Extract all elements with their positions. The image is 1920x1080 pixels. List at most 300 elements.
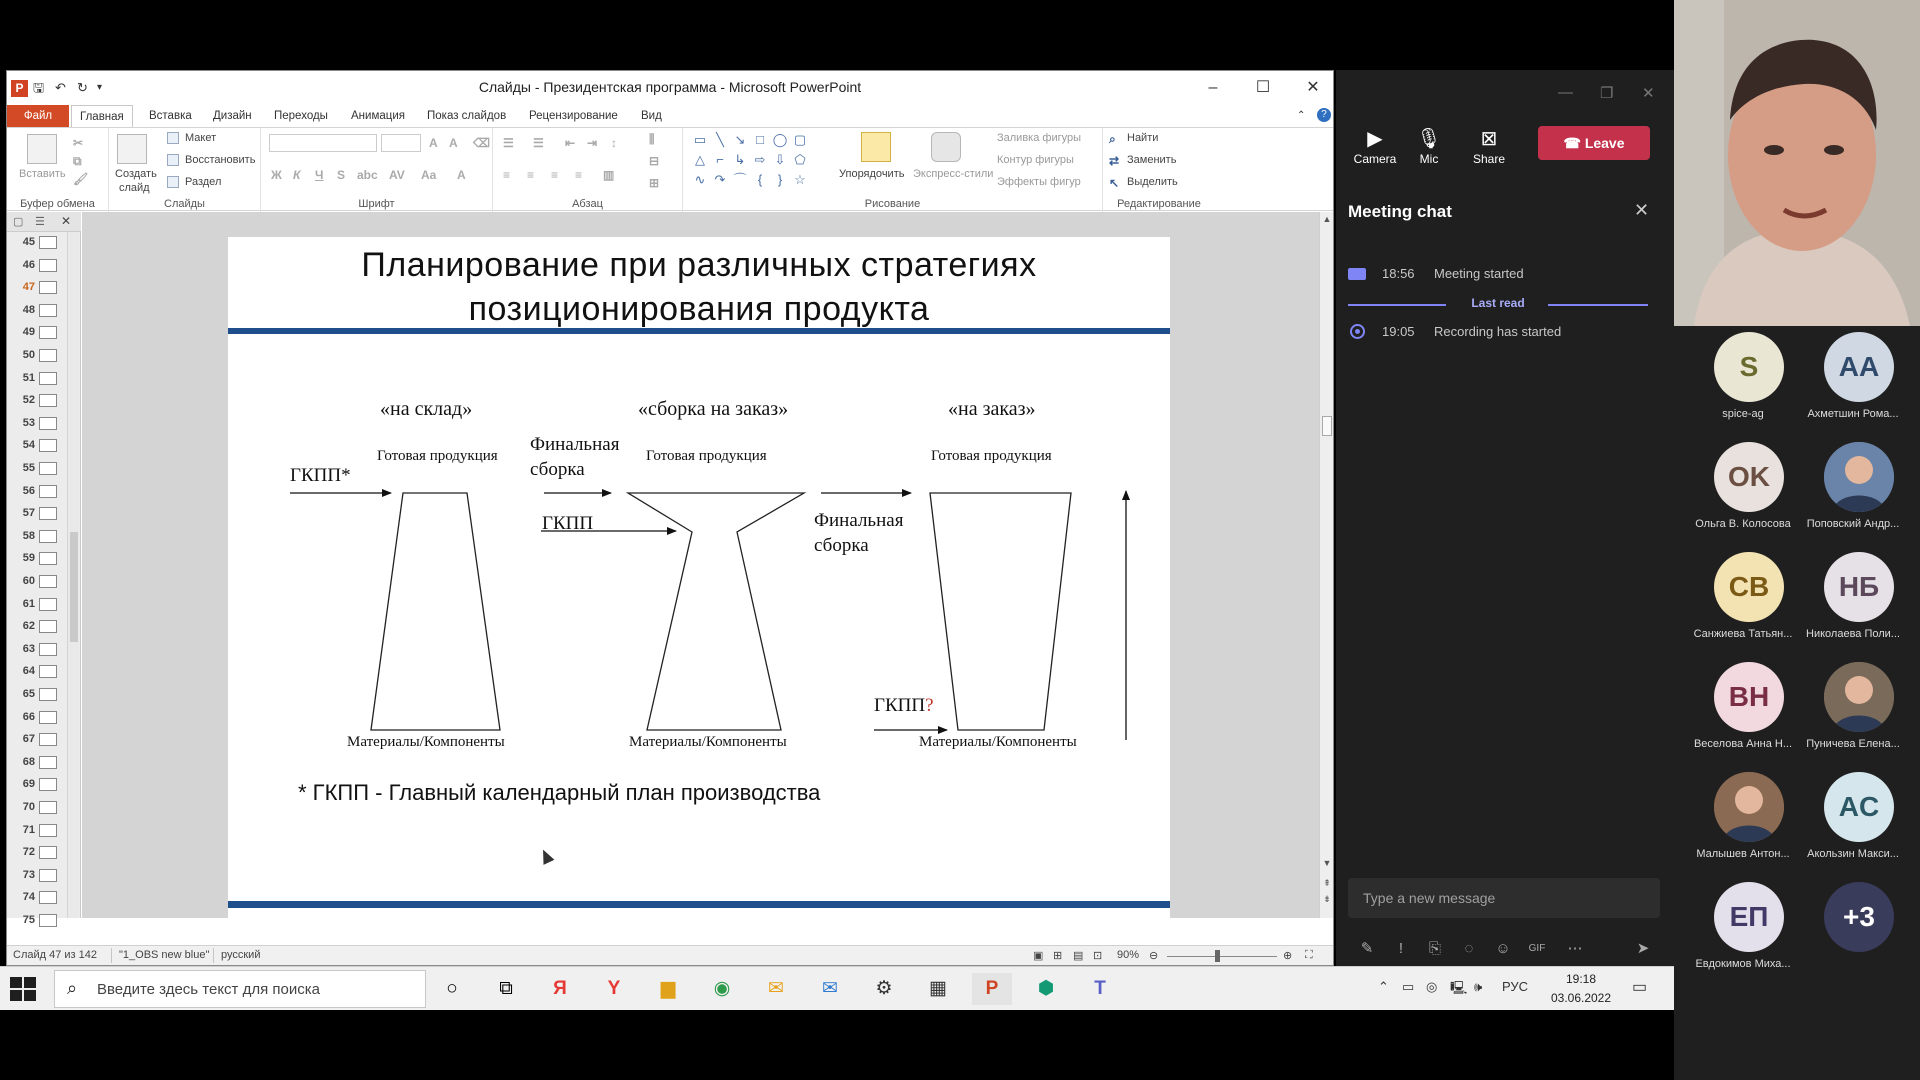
- spacing-icon[interactable]: AV: [389, 168, 405, 182]
- participant-avatar: ЕП: [1714, 882, 1784, 952]
- slide-thumbnail-image: [39, 304, 57, 317]
- slide-thumbnail[interactable]: [7, 481, 67, 504]
- slide-thumbnail[interactable]: [7, 820, 67, 843]
- teams-meeting-panel: [1336, 70, 1674, 1010]
- notifications-icon[interactable]: ▭: [1632, 979, 1648, 996]
- slide-thumbnail[interactable]: [7, 729, 67, 752]
- new-slide-button[interactable]: Создать: [115, 168, 157, 180]
- slide-thumbnail-image: [39, 372, 57, 385]
- slide-thumbnail[interactable]: [7, 910, 67, 933]
- participant-tile[interactable]: [1798, 326, 1908, 436]
- webcam-icon[interactable]: ◎: [1426, 979, 1438, 994]
- slideshow-view-icon[interactable]: ⊡: [1093, 950, 1103, 962]
- slide-thumbnail-image: [39, 824, 57, 837]
- clear-format-icon[interactable]: ⌫: [473, 136, 490, 150]
- rectangle-shape-icon[interactable]: □: [756, 132, 764, 147]
- slide-thumbnail-image: [39, 439, 57, 452]
- slide-thumbnail[interactable]: [7, 277, 67, 300]
- slide-number: 67: [22, 733, 35, 746]
- participant-name: Поповский Андр...: [1806, 518, 1900, 530]
- slide-number: 46: [22, 258, 35, 271]
- slide-thumbnail[interactable]: [7, 322, 67, 345]
- outline-tab-icon[interactable]: ☰: [35, 216, 45, 228]
- reset-button[interactable]: Восстановить: [185, 154, 256, 166]
- participant-name: Пуничева Елена...: [1806, 738, 1900, 750]
- prev-slide-icon[interactable]: ⇞: [1323, 878, 1331, 888]
- materials-label-1: Материалы/Компоненты: [347, 734, 505, 750]
- slide-number: 75: [22, 914, 35, 926]
- group-editing: [1103, 128, 1215, 212]
- slide-number: 52: [22, 394, 35, 407]
- final-assembly-label-1a: Финальная: [530, 434, 620, 455]
- columns-icon[interactable]: ▥: [603, 168, 615, 182]
- maximize-button[interactable]: ☐: [1255, 79, 1271, 96]
- slide-thumbnail-image: [39, 733, 57, 746]
- slide-number: 70: [22, 801, 35, 813]
- group-font: [261, 128, 493, 212]
- camera-button[interactable]: [1350, 126, 1400, 166]
- slide-thumbnail[interactable]: [7, 639, 67, 662]
- slide-thumbnail-image: [39, 575, 57, 588]
- slide-thumbnail[interactable]: [7, 842, 67, 865]
- slide-thumbnail[interactable]: [7, 865, 67, 888]
- slide-thumbnails-pane[interactable]: [7, 212, 81, 926]
- participant-tile[interactable]: [1688, 656, 1798, 766]
- zoom-slider-thumb[interactable]: [1215, 950, 1220, 962]
- slide-number: 61: [22, 597, 35, 610]
- teams-close-icon[interactable]: ✕: [1642, 85, 1655, 102]
- case-icon[interactable]: Aa: [421, 168, 437, 182]
- numbering-icon[interactable]: ☰: [533, 136, 544, 150]
- close-pane-icon[interactable]: ✕: [61, 214, 72, 228]
- shrink-font-icon[interactable]: A: [449, 136, 458, 150]
- curved-arrow-shape-icon[interactable]: ↷: [714, 172, 726, 187]
- taskbar-search-input[interactable]: [55, 971, 425, 1007]
- gif-icon[interactable]: GIF: [1528, 943, 1546, 954]
- participants-grid: [1674, 326, 1920, 1080]
- taskbar-search-box[interactable]: [54, 970, 426, 1008]
- reset-icon: [167, 154, 179, 166]
- participant-name: Малышев Антон...: [1696, 848, 1790, 860]
- arrow-line-shape-icon[interactable]: ↘: [734, 132, 746, 147]
- new-slide-button-line2[interactable]: слайд: [119, 182, 150, 194]
- chat-event-text: Meeting started: [1434, 266, 1524, 281]
- smartart-icon[interactable]: ⊞: [649, 176, 660, 190]
- normal-view-icon[interactable]: ▣: [1033, 950, 1044, 962]
- arc-shape-icon[interactable]: ⌒: [733, 172, 747, 187]
- underline-icon[interactable]: Ч: [315, 168, 324, 182]
- next-slide-icon[interactable]: ⇟: [1323, 894, 1331, 904]
- fit-slide-icon[interactable]: ⛶: [1305, 949, 1313, 961]
- replace-button[interactable]: Заменить: [1127, 154, 1177, 166]
- share-label: Share: [1472, 152, 1506, 166]
- chat-event-time: 19:05: [1382, 324, 1415, 339]
- file-explorer-icon[interactable]: ▆: [660, 978, 676, 999]
- slide-number: 68: [22, 755, 35, 768]
- group-clipboard: [7, 128, 109, 212]
- final-assembly-label-1b: сборка: [530, 459, 585, 480]
- participant-tile[interactable]: [1798, 546, 1908, 656]
- theme-name: "1_OBS new blue": [119, 949, 210, 961]
- elbow-shape-icon[interactable]: ⌐: [716, 152, 724, 167]
- scrollbar-thumb[interactable]: [1322, 416, 1332, 436]
- participant-name: Ахметшин Рома...: [1807, 408, 1899, 420]
- format-painter-icon[interactable]: 🖌: [73, 172, 89, 186]
- window-title: Слайды - Президентская программа - Microsoft PowerPoint: [478, 79, 862, 95]
- minimize-ribbon-icon[interactable]: ⌃: [1297, 110, 1306, 121]
- chat-title: Meeting chat: [1348, 202, 1452, 221]
- tab-transitions[interactable]: Переходы: [274, 110, 328, 122]
- bold-icon[interactable]: Ж: [271, 168, 282, 182]
- slide-thumbnail[interactable]: [7, 255, 67, 278]
- powerpoint-app-icon[interactable]: P: [11, 80, 28, 97]
- phone-hangup-icon: ☎: [1563, 135, 1585, 151]
- slide-thumbnail-image: [39, 665, 57, 678]
- slide-thumbnail[interactable]: [7, 232, 67, 255]
- leave-button[interactable]: [1538, 126, 1650, 160]
- down-arrow-shape-icon[interactable]: ⇩: [774, 152, 786, 167]
- tab-home[interactable]: Главная: [71, 105, 133, 128]
- participant-tile[interactable]: [1688, 546, 1798, 656]
- format-icon[interactable]: ✎: [1360, 940, 1374, 957]
- yandex-browser-icon[interactable]: Я: [553, 978, 567, 999]
- participant-name: Евдокимов Миха...: [1695, 958, 1791, 970]
- participant-photo-avatar: [1824, 442, 1894, 512]
- sorter-view-icon[interactable]: ⊞: [1053, 950, 1063, 962]
- elbow-arrow-shape-icon[interactable]: ↳: [734, 152, 746, 167]
- slide-thumbnail[interactable]: [7, 435, 67, 458]
- slide-thumbnail-image: [39, 281, 57, 294]
- right-brace-shape-icon[interactable]: }: [777, 172, 783, 187]
- right-arrow-shape-icon[interactable]: ⇨: [754, 152, 766, 167]
- slide-thumbnail[interactable]: [7, 797, 67, 820]
- participant-avatar: +3: [1824, 882, 1894, 952]
- chat-compose-box[interactable]: [1348, 878, 1660, 918]
- finished-goods-label-2: Готовая продукция: [646, 448, 767, 464]
- slide-number: 54: [22, 439, 35, 452]
- curve-shape-icon[interactable]: ∿: [694, 172, 706, 187]
- speaker-video-frame: [1674, 0, 1920, 326]
- windows-taskbar: [0, 966, 1674, 1010]
- participant-name: Санжиева Татьян...: [1693, 628, 1793, 640]
- calculator-icon[interactable]: ▦: [929, 978, 947, 999]
- slide-canvas[interactable]: [228, 237, 1170, 943]
- loop-icon[interactable]: ◌: [1464, 940, 1474, 957]
- shapes-gallery[interactable]: [691, 132, 821, 194]
- select-icon: ↖: [1109, 176, 1120, 190]
- slide-thumbnail[interactable]: [7, 368, 67, 391]
- slide-thumbnail[interactable]: [7, 774, 67, 797]
- slide-number: 56: [22, 484, 35, 497]
- slide-thumbnail[interactable]: [7, 413, 67, 436]
- settings-icon[interactable]: ⚙: [875, 978, 893, 999]
- positioning-diagram: [228, 237, 1170, 943]
- quick-styles-button[interactable]: Экспресс-стили: [913, 168, 994, 180]
- input-language[interactable]: РУС: [1502, 979, 1529, 994]
- slide-thumbnail[interactable]: [7, 458, 67, 481]
- scroll-up-icon[interactable]: ▲: [1322, 214, 1332, 224]
- align-right-icon[interactable]: ≡: [551, 168, 559, 182]
- font-size-box[interactable]: [381, 134, 421, 152]
- slide-thumbnail-image: [39, 552, 57, 565]
- align-center-icon[interactable]: ≡: [527, 168, 535, 182]
- slide-thumbnail[interactable]: [7, 526, 67, 549]
- cortana-icon[interactable]: ○: [446, 978, 458, 999]
- zoom-out-icon[interactable]: ⊖: [1149, 950, 1159, 962]
- left-brace-shape-icon[interactable]: {: [757, 172, 763, 187]
- group-label: Буфер обмена: [20, 198, 95, 210]
- slide-title-line2: позиционирования продукта: [468, 290, 930, 328]
- line-shape-icon[interactable]: ╲: [716, 132, 724, 147]
- teams-restore-icon[interactable]: ❐: [1600, 85, 1614, 102]
- binoculars-icon: ⌕: [1109, 132, 1116, 146]
- gkpp-label-2: ГКПП: [542, 513, 594, 534]
- undo-icon[interactable]: ↶: [55, 80, 66, 95]
- bullets-icon[interactable]: ☰: [503, 136, 514, 150]
- participant-tile[interactable]: [1688, 876, 1798, 986]
- pentagon-shape-icon[interactable]: ⬠: [794, 152, 806, 167]
- chrome-icon[interactable]: ◉: [713, 978, 731, 999]
- participant-photo-avatar: [1714, 772, 1784, 842]
- clock-time[interactable]: 19:18: [1565, 972, 1597, 986]
- new-slide-icon[interactable]: [117, 134, 147, 164]
- participant-name: Веселова Анна Н...: [1693, 738, 1793, 750]
- text-direction-icon[interactable]: ⫼: [649, 132, 655, 146]
- close-button[interactable]: ✕: [1306, 79, 1320, 96]
- battery-icon[interactable]: ▭: [1402, 979, 1415, 994]
- rounded-rect-shape-icon[interactable]: ▢: [793, 132, 807, 147]
- quick-styles-icon[interactable]: [931, 132, 961, 162]
- more-options-icon[interactable]: ⋯: [1567, 940, 1583, 957]
- teams-minimize-icon[interactable]: —: [1558, 84, 1573, 101]
- find-button[interactable]: Найти: [1127, 132, 1159, 144]
- yandex-icon[interactable]: Y: [607, 978, 621, 999]
- group-label: Шрифт: [358, 198, 395, 210]
- align-text-icon[interactable]: ⊟: [649, 154, 660, 168]
- slide-number: 60: [22, 575, 35, 587]
- last-read-label: Last read: [1471, 296, 1525, 310]
- materials-label-2: Материалы/Компоненты: [629, 734, 787, 750]
- layout-button[interactable]: Макет: [185, 132, 217, 144]
- slide-number: 64: [22, 665, 35, 678]
- slide-number: 71: [22, 823, 35, 836]
- strike-icon[interactable]: abc: [357, 168, 378, 182]
- zoom-in-icon[interactable]: ⊕: [1283, 950, 1293, 962]
- group-label: Слайды: [164, 198, 205, 210]
- textbox-shape-icon[interactable]: ▭: [693, 132, 707, 147]
- slide-number: 73: [22, 868, 35, 881]
- participant-tile[interactable]: [1688, 326, 1798, 436]
- slide-thumbnail-image: [39, 598, 57, 611]
- justify-icon[interactable]: ≡: [575, 168, 583, 182]
- slide-thumbnail-image: [39, 688, 57, 701]
- mail-icon[interactable]: ✉: [822, 978, 838, 999]
- tab-slideshow[interactable]: Показ слайдов: [427, 110, 507, 122]
- oval-shape-icon[interactable]: ◯: [772, 132, 788, 147]
- slide-thumbnail[interactable]: [7, 345, 67, 368]
- volume-icon[interactable]: 🕪: [1474, 979, 1483, 994]
- reading-view-icon[interactable]: ▤: [1073, 950, 1084, 962]
- shadow-icon[interactable]: S: [337, 168, 346, 182]
- slide-thumbnail[interactable]: [7, 707, 67, 730]
- copy-icon[interactable]: ⧉: [73, 154, 82, 168]
- attach-icon[interactable]: ⎘: [1428, 940, 1441, 957]
- slide-number: 62: [22, 620, 35, 633]
- task-view-icon[interactable]: ⧉: [499, 978, 513, 999]
- shape-outline-button[interactable]: Контур фигуры: [997, 154, 1074, 166]
- chat-message-input[interactable]: [1348, 878, 1660, 918]
- participant-name: Николаева Поли...: [1806, 628, 1900, 640]
- teams-taskbar-icon[interactable]: T: [1094, 978, 1106, 999]
- participant-avatar: OK: [1714, 442, 1784, 512]
- camera-icon: [1348, 268, 1366, 280]
- tab-view[interactable]: Вид: [641, 110, 662, 122]
- emoji-icon[interactable]: ☺: [1495, 940, 1511, 957]
- slide-thumbnail-image: [39, 462, 57, 475]
- tab-animation[interactable]: Анимация: [351, 110, 405, 122]
- redo-icon[interactable]: ↻: [77, 80, 88, 95]
- slide-thumbnail-image: [39, 711, 57, 724]
- paste-icon[interactable]: [27, 134, 57, 164]
- participant-tile[interactable]: [1798, 876, 1908, 986]
- leave-label: Leave: [1584, 135, 1625, 151]
- slide-thumbnail[interactable]: [7, 684, 67, 707]
- tab-review[interactable]: Рецензирование: [529, 110, 618, 122]
- mic-button[interactable]: [1404, 126, 1454, 166]
- slide-number: 58: [22, 529, 35, 542]
- line-spacing-icon[interactable]: ↕: [611, 136, 617, 150]
- participant-tile[interactable]: [1688, 766, 1798, 876]
- slide-thumbnail-image: [39, 485, 57, 498]
- slide-thumbnail-image: [39, 643, 57, 656]
- group-drawing: [683, 128, 1103, 212]
- slide-thumbnail[interactable]: [7, 503, 67, 526]
- save-icon[interactable]: 🖫: [33, 80, 45, 95]
- priority-icon[interactable]: !: [1398, 940, 1404, 957]
- slide-thumbnail[interactable]: [7, 571, 67, 594]
- section-icon: [167, 176, 179, 188]
- slide-thumbnail-image: [39, 914, 57, 927]
- minimize-button[interactable]: –: [1208, 79, 1218, 96]
- font-color-icon[interactable]: A: [457, 168, 466, 182]
- participant-tile[interactable]: [1798, 656, 1908, 766]
- send-icon[interactable]: ➤: [1636, 940, 1650, 957]
- align-left-icon[interactable]: ≡: [503, 168, 511, 182]
- zoom-level[interactable]: 90%: [1117, 949, 1140, 961]
- tab-design[interactable]: Дизайн: [213, 110, 252, 122]
- arrange-icon[interactable]: [861, 132, 891, 162]
- participant-avatar: AA: [1824, 332, 1894, 402]
- camera-icon: ▶: [1367, 128, 1383, 150]
- slide-thumbnail-image: [39, 891, 57, 904]
- cut-icon[interactable]: ✂: [73, 136, 84, 150]
- clock-date[interactable]: 03.06.2022: [1550, 991, 1612, 1005]
- gkpp-star-label: ГКПП*: [290, 465, 351, 486]
- group-label: Рисование: [864, 198, 921, 210]
- slide-thumbnail[interactable]: [7, 390, 67, 413]
- help-icon[interactable]: ?: [1317, 108, 1331, 122]
- section-button[interactable]: Раздел: [185, 176, 222, 188]
- font-name-box[interactable]: [269, 134, 377, 152]
- slide-thumbnail[interactable]: [7, 594, 67, 617]
- slides-tab-icon[interactable]: ▢: [13, 216, 24, 228]
- participant-avatar: НБ: [1824, 552, 1894, 622]
- slide-number: 47: [22, 281, 35, 294]
- triangle-shape-icon[interactable]: △: [695, 152, 705, 167]
- shape-fill-button[interactable]: Заливка фигуры: [997, 132, 1082, 144]
- scroll-down-icon[interactable]: ▼: [1322, 858, 1332, 868]
- ribbon-tabs: [7, 105, 1333, 127]
- participant-name: Ольга В. Колосова: [1695, 518, 1791, 530]
- tray-expand-icon[interactable]: ⌃: [1378, 979, 1389, 994]
- slide-number: 59: [22, 552, 35, 565]
- slide-thumbnail-image: [39, 846, 57, 859]
- slide-thumbnail-image: [39, 801, 57, 814]
- slide-number: 51: [22, 371, 35, 384]
- participant-avatar: BH: [1714, 662, 1784, 732]
- tab-insert[interactable]: Вставка: [149, 110, 192, 122]
- shape-effects-button[interactable]: Эффекты фигур: [997, 176, 1081, 188]
- language-indicator[interactable]: русский: [221, 949, 261, 961]
- increase-indent-icon[interactable]: ⇥: [587, 136, 598, 150]
- decrease-indent-icon[interactable]: ⇤: [565, 136, 576, 150]
- slide-thumbnail[interactable]: [7, 661, 67, 684]
- powerpoint-taskbar-icon[interactable]: P: [972, 973, 1012, 1005]
- slide-thumbnail[interactable]: [7, 752, 67, 775]
- slide-thumbnail-image: [39, 778, 57, 791]
- scrollbar-thumb[interactable]: [70, 532, 78, 642]
- slide-thumbnail[interactable]: [7, 548, 67, 571]
- slide-thumbnail[interactable]: [7, 887, 67, 910]
- chat-event-time: 18:56: [1382, 266, 1415, 281]
- materials-label-3: Материалы/Компоненты: [919, 734, 1077, 750]
- participant-tile[interactable]: [1798, 436, 1908, 546]
- slide-title-line1: Планирование при различных стратегиях: [361, 246, 1037, 284]
- chat-event-text: Recording has started: [1434, 324, 1562, 339]
- arrange-button[interactable]: Упорядочить: [839, 168, 905, 180]
- slide-number: 72: [22, 846, 35, 859]
- grow-font-icon[interactable]: A: [429, 136, 438, 150]
- zoom-slider[interactable]: [1167, 956, 1277, 957]
- slide-thumbnail[interactable]: [7, 300, 67, 323]
- tab-file[interactable]: Файл: [7, 105, 69, 127]
- chat-close-icon[interactable]: ✕: [1634, 200, 1650, 220]
- italic-icon[interactable]: К: [293, 168, 301, 182]
- thumbnails-scrollbar[interactable]: [67, 232, 79, 918]
- slide-footnote: * ГКПП - Главный календарный план производства: [298, 780, 821, 805]
- share-button[interactable]: [1464, 126, 1514, 166]
- slide-thumbnail[interactable]: [7, 616, 67, 639]
- slide-position: Слайд 47 из 142: [13, 949, 97, 961]
- quick-access-dropdown-icon[interactable]: ▾: [97, 82, 103, 93]
- make-to-stock-shape: [371, 493, 500, 730]
- participant-name: spice-ag: [1722, 408, 1764, 420]
- windows-start-icon[interactable]: [10, 977, 36, 1001]
- select-button[interactable]: Выделить: [1127, 176, 1178, 188]
- slide-vertical-scrollbar[interactable]: [1319, 212, 1333, 918]
- green-app-icon[interactable]: ⬢: [1037, 978, 1055, 999]
- participant-tile[interactable]: [1688, 436, 1798, 546]
- outlook-icon[interactable]: ✉: [768, 978, 784, 999]
- gkpp-label-3: ГКПП: [874, 695, 926, 716]
- network-icon[interactable]: 🖳: [1450, 980, 1468, 995]
- paste-button[interactable]: Вставить: [19, 168, 66, 180]
- mic-label: Mic: [1419, 152, 1439, 166]
- star-shape-icon[interactable]: ☆: [794, 172, 806, 187]
- participant-avatar: CB: [1714, 552, 1784, 622]
- participant-photo-avatar: [1824, 662, 1894, 732]
- participant-tile[interactable]: [1798, 766, 1908, 876]
